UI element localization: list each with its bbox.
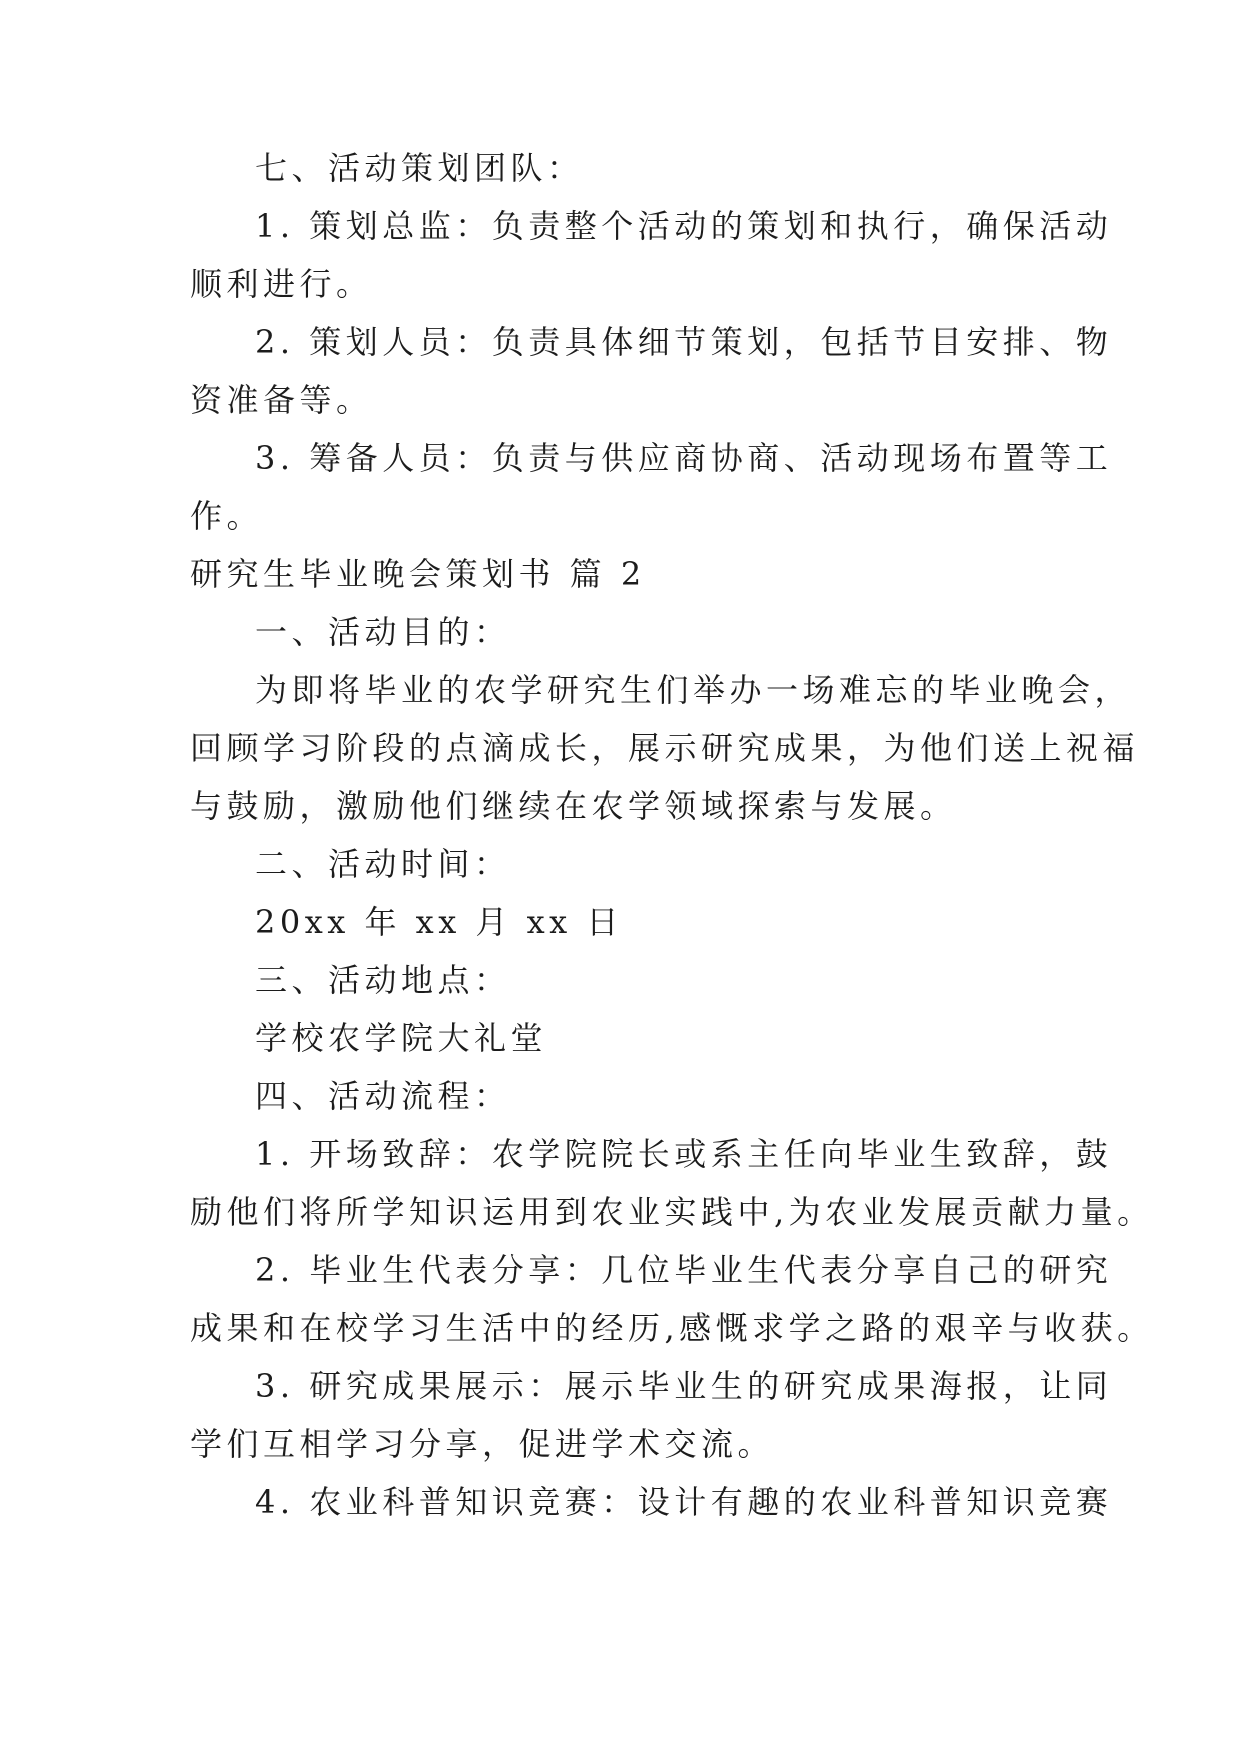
section-heading-location: 三、活动地点： — [255, 961, 511, 999]
paragraph-line: 励他们将所学知识运用到农业实践中,为农业发展贡献力量。 — [190, 1193, 1154, 1231]
paragraph-line: 3. 研究成果展示：展示毕业生的研究成果海报，让同 — [255, 1367, 1113, 1405]
paragraph-line: 成果和在校学习生活中的经历,感慨求学之路的艰辛与收获。 — [190, 1309, 1154, 1347]
paragraph-line: 作。 — [190, 497, 264, 535]
paragraph-line: 1. 策划总监：负责整个活动的策划和执行，确保活动 — [255, 207, 1113, 245]
paragraph-line: 学们互相学习分享，促进学术交流。 — [190, 1425, 775, 1463]
paragraph-line: 3. 筹备人员：负责与供应商协商、活动现场布置等工 — [255, 439, 1113, 477]
event-date: 20xx 年 xx 月 xx 日 — [255, 903, 623, 941]
paragraph-line: 4. 农业科普知识竞赛：设计有趣的农业科普知识竞赛 — [255, 1483, 1113, 1521]
section-heading-purpose: 一、活动目的： — [255, 613, 511, 651]
paragraph-line: 2. 策划人员：负责具体细节策划，包括节目安排、物 — [255, 323, 1113, 361]
paragraph-line: 资准备等。 — [190, 381, 373, 419]
paragraph-line: 与鼓励，激励他们继续在农学领域探索与发展。 — [190, 787, 957, 825]
section-heading-time: 二、活动时间： — [255, 845, 511, 883]
paragraph-line: 为即将毕业的农学研究生们举办一场难忘的毕业晚会， — [255, 671, 1132, 709]
section-heading-process: 四、活动流程： — [255, 1077, 511, 1115]
event-location: 学校农学院大礼堂 — [255, 1019, 548, 1057]
paragraph-line: 2. 毕业生代表分享：几位毕业生代表分享自己的研究 — [255, 1251, 1113, 1289]
section-heading-team: 七、活动策划团队： — [255, 149, 584, 187]
paragraph-line: 顺利进行。 — [190, 265, 373, 303]
paragraph-line: 回顾学习阶段的点滴成长，展示研究成果，为他们送上祝福 — [190, 729, 1140, 767]
paragraph-line: 1. 开场致辞：农学院院长或系主任向毕业生致辞，鼓 — [255, 1135, 1113, 1173]
document-title: 研究生毕业晚会策划书 篇 2 — [190, 555, 646, 593]
